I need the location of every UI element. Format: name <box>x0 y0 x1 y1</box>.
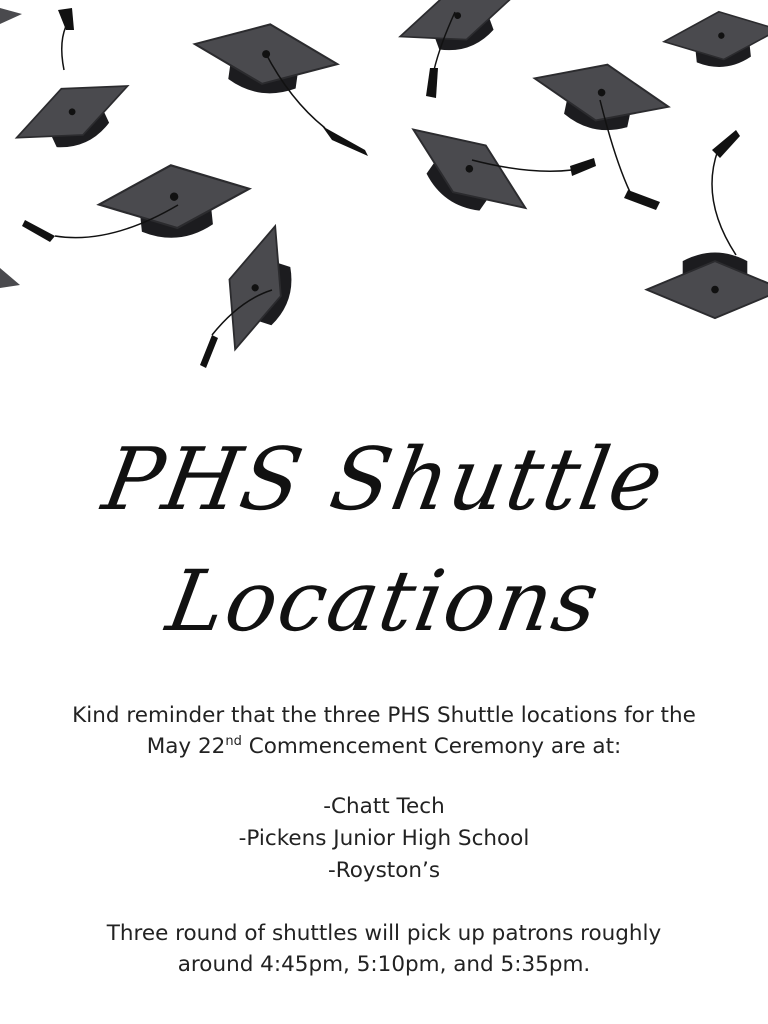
reminder-paragraph <box>0 700 768 762</box>
schedule-line-1: Three round of shuttles will pick up patrons roughly <box>106 921 662 946</box>
graduation-cap-icon <box>200 218 309 368</box>
graduation-cap-icon <box>0 8 22 288</box>
reminder-line-1: Kind reminder that the three PHS Shuttle locations for the <box>72 703 696 728</box>
graduation-cap-icon <box>527 50 674 210</box>
schedule-line-2: around 4:45pm, 5:10pm, and 5:35pm. <box>177 952 591 977</box>
graduation-cap-icon <box>391 0 526 98</box>
graduation-cap-icon <box>22 157 254 245</box>
date-ordinal-suffix: nd <box>225 733 242 749</box>
graduation-caps-decoration <box>0 0 768 400</box>
graduation-cap-icon <box>647 130 768 318</box>
graduation-cap-icon <box>662 6 768 73</box>
location-item: -Chatt Tech <box>323 794 445 819</box>
graduation-cap-icon <box>392 106 596 238</box>
reminder-date: May 22 <box>146 734 226 759</box>
location-item: -Royston’s <box>327 858 441 883</box>
location-item: -Pickens Junior High School <box>238 826 530 851</box>
reminder-line-2 <box>0 731 768 762</box>
shuttle-schedule-paragraph <box>0 918 768 980</box>
flyer-title-line-2: Locations <box>160 552 608 650</box>
graduation-cap-icon <box>6 8 142 168</box>
shuttle-locations-list <box>0 791 768 887</box>
flyer-title-line-1: PHS Shuttle <box>96 430 672 530</box>
graduation-cap-icon <box>189 14 368 156</box>
reminder-line-2-rest: Commencement Ceremony are at: <box>241 734 622 759</box>
